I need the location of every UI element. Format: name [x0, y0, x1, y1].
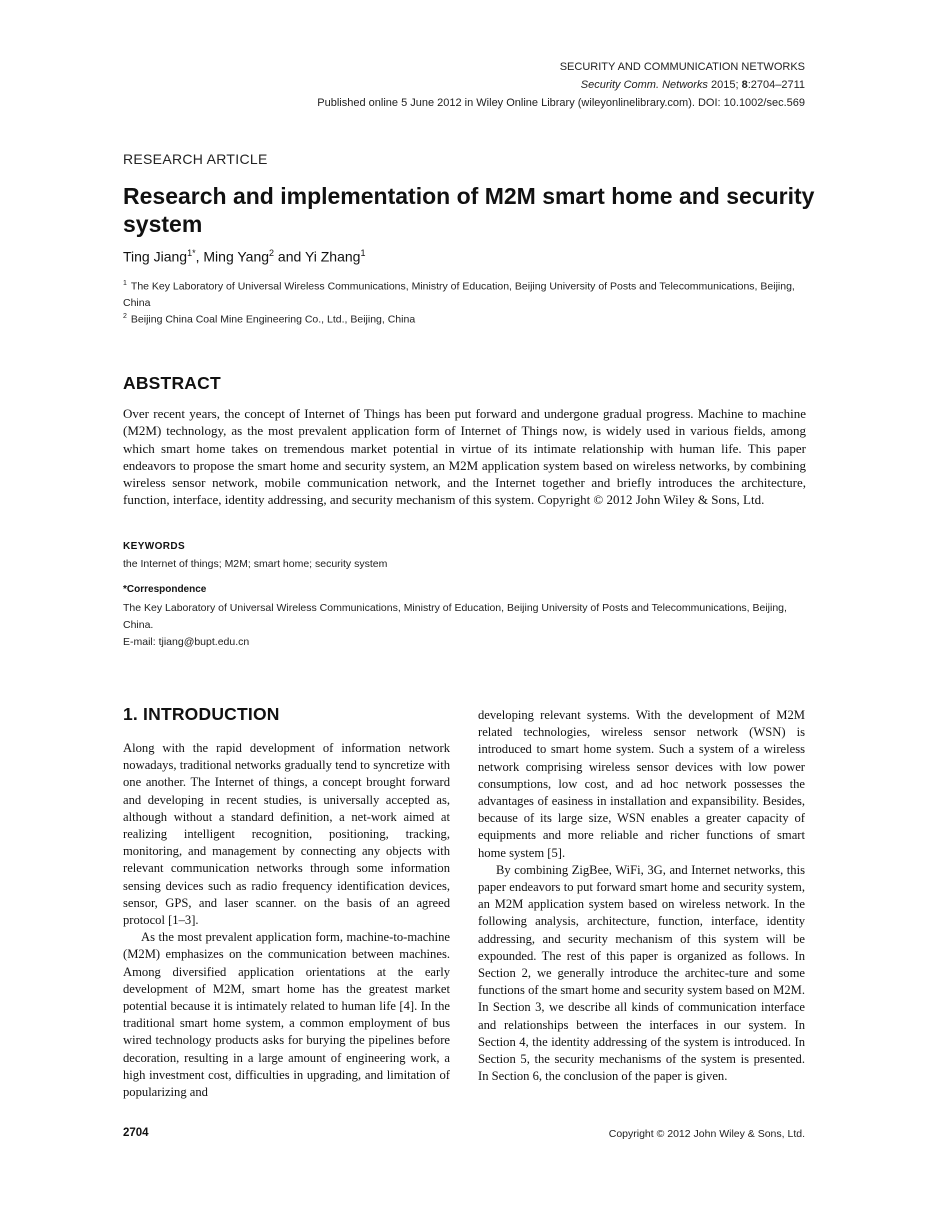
affiliation-2 — [123, 309, 813, 328]
body-paragraph: developing relevant systems. With the development of M2M related technologies, wireless sensor network (WSN) is introduced to smart home system. Such a system of a wireless network comprising wireless sensor devices with low power consumptions, low cost, and ad hoc network possesses the advantages of easiness in installation and expansibility. Besides, because of its large size, WSN enables a greater capacity of equipments and more reliable and richer functions of smart home system [5]. — [478, 708, 805, 860]
affiliation-1 — [123, 276, 813, 311]
affiliation-text: The Key Laboratory of Universal Wireless Communications, Ministry of Education, Beijing University of Posts and Telecommunications, Beijing, China — [123, 280, 795, 309]
journal-abbrev: Security Comm. Networks — [580, 79, 708, 91]
section-heading-introduction: 1. INTRODUCTION — [123, 704, 280, 724]
affiliation-number: 2 — [123, 313, 127, 320]
author-affiliation-mark: 1 — [360, 248, 366, 258]
page-number: 2704 — [123, 1127, 149, 1139]
citation-volume: 8 — [741, 79, 748, 91]
keywords-label: KEYWORDS — [123, 541, 186, 552]
correspondence-label: *Correspondence — [123, 584, 207, 595]
abstract-text: Over recent years, the concept of Internet of Things has been put forward and undergone gradual progress. Machine to machine (M2M) technology, as the most prevalent application form of Internet of Things now, is widely used in various fields, among which smart home takes on tremendous market potential in virtue of its intimate relationship with human life. This paper endeavors to propose the smart home and security system, an M2M application system based on wireless networks, by combining wireless sensor network, mobile communication network, and the Internet together and briefly introduces the architecture, function, interface, identity addressing, and security mechanism of this system. Copyright © 2012 John Wiley & Sons, Ltd. — [123, 406, 806, 508]
affiliation-number: 1 — [123, 280, 127, 287]
journal-name: SECURITY AND COMMUNICATION NETWORKS — [559, 61, 805, 73]
article-type: RESEARCH ARTICLE — [123, 151, 268, 167]
paper-title: Research and implementation of M2M smart home and security system — [123, 183, 815, 237]
body-column-left — [123, 740, 450, 1101]
citation-line — [317, 76, 805, 94]
correspondence-address: The Key Laboratory of Universal Wireless Communications, Ministry of Education, Beijing University of Posts and Telecommunications, Beijing, China. — [123, 602, 787, 631]
author-name: Ming Yang — [203, 248, 270, 265]
footer-copyright: Copyright © 2012 John Wiley & Sons, Ltd. — [608, 1128, 805, 1140]
body-paragraph: Along with the rapid development of information network nowadays, traditional networks gradually tend to syncretize with one another. The Internet of things, a concept brought forward and developing in recent studies, is universally accepted as, although without a standard definition, a net-work aimed at realizing intelligent recognition, positioning, tracking, monitoring, and management by connecting any objects with relevant communication networks through some information sensing devices such as radio frequency identification devices, sensor, GPS, and laser scanner. on the basis of an agreed protocol [1–3]. — [123, 741, 450, 928]
correspondence-block — [123, 600, 813, 651]
author-list — [123, 248, 365, 265]
citation-year: 2015; — [707, 79, 742, 91]
author-affiliation-mark: 1* — [187, 248, 196, 258]
keywords-text: the Internet of things; M2M; smart home; security system — [123, 558, 388, 570]
author-name: Ting Jiang — [123, 248, 188, 265]
publication-info: Published online 5 June 2012 in Wiley Online Library (wileyonlinelibrary.com). DOI: 10.1002/sec.569 — [317, 97, 805, 109]
abstract-heading: ABSTRACT — [123, 373, 221, 393]
correspondence-email: E-mail: tjiang@bupt.edu.cn — [123, 636, 250, 648]
author-affiliation-mark: 2 — [269, 248, 275, 258]
author-name: Yi Zhang — [304, 248, 361, 265]
body-paragraph: By combining ZigBee, WiFi, 3G, and Internet networks, this paper endeavors to put forward smart home and security system, an M2M application system based on wireless network. In the following analysis, architecture, function, interface, identity addressing, and security mechanism of this system will be expounded. The rest of this paper is organized as follows. In Section 2, we generally introduce the architec-ture and some functions of the smart home and security system based on M2M. In Section 3, we describe all kinds of communication interface and relationships between the interfaces in our system. In Section 4, the identity addressing of the system is introduced. In Section 5, the security mechanisms of the system is presented. In Section 6, the conclusion of the paper is given. — [478, 862, 805, 1084]
author-separator: and — [274, 248, 305, 265]
body-paragraph: As the most prevalent application form, machine-to-machine (M2M) emphasizes on the communication between machines. Among diversified application orientations at the early development of M2M, smart home has the greatest market potential because it is intimately related to human life [4]. In the traditional smart home system, a common employment of bus wired technology products asks for burying the pipelines before decoration, resulting in a large amount of engineering work, a high investment cost, difficulties in upgrading, and limitation of popularizing and — [123, 930, 450, 1100]
body-column-right — [478, 707, 805, 1085]
author-separator: , — [195, 248, 204, 265]
citation-pages: :2704–2711 — [747, 79, 805, 91]
journal-header — [317, 58, 805, 112]
affiliation-text: Beijing China Coal Mine Engineering Co., Ltd., Beijing, China — [130, 313, 416, 326]
